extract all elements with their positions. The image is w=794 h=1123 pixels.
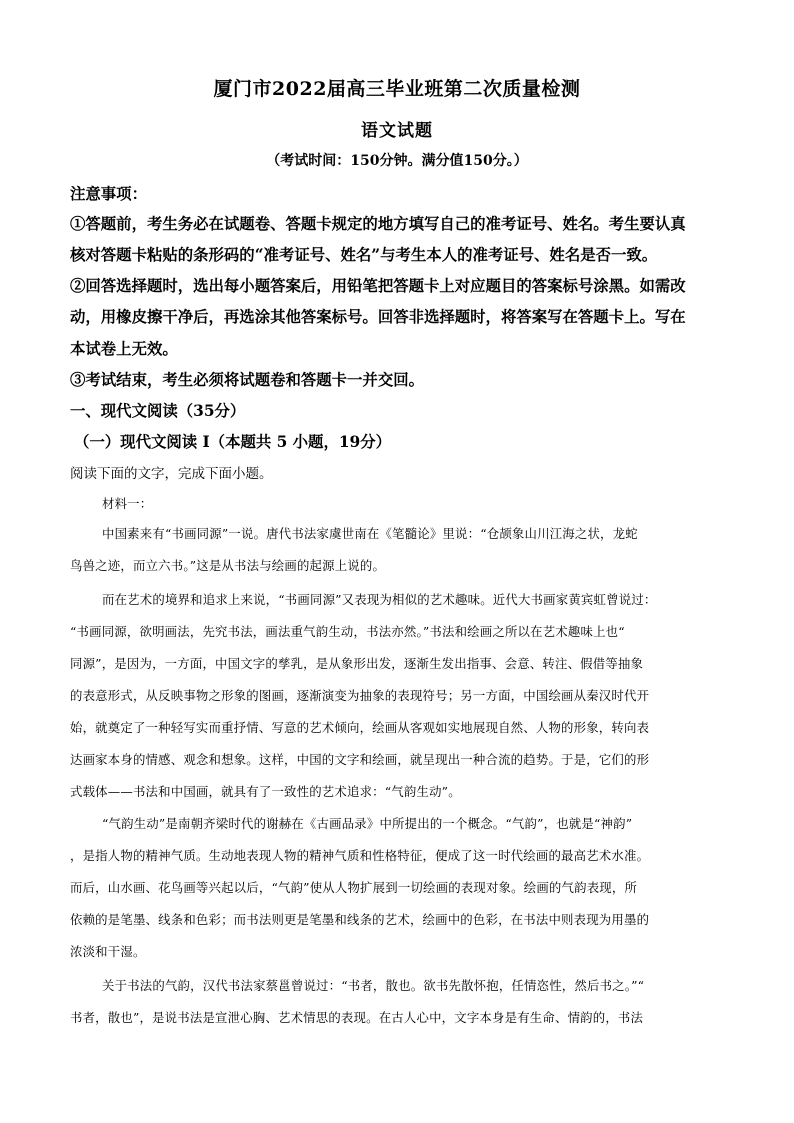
paragraph-line: 而在艺术的境界和追求上来说，“书画同源”又表现为相似的艺术趣味。近代大书画家黄宾虹曾说过： — [102, 592, 657, 607]
notice-line: ①答题前，考生务必在试题卷、答题卡规定的地方填写自己的准考证号、姓名。考生要认真 — [70, 215, 686, 233]
paragraph-line: 而后，山水画、花鸟画等兴起以后，“气韵”使从人物扩展到一切绘画的表现对象。绘画的气韵表现，所 — [70, 880, 638, 895]
paragraph-line: 始，就奠定了一种轻写实而重抒情、写意的艺术倾向，绘画从客观如实地展现自然、人物的形象，转向表 — [70, 720, 650, 735]
notice-line: 本试卷上无效。 — [70, 340, 178, 358]
paragraph-line: 关于书法的气韵，汉代书法家蔡邕曾说过：“书者，散也。欲书先散怀抱，任情恣性，然后书之。”“ — [102, 978, 645, 993]
notice-heading: 注意事项： — [70, 185, 147, 203]
section-subheading: （一）现代文阅读 I（本题共 5 小题，19分） — [74, 433, 392, 451]
paragraph-line: “气韵生动”是南朝齐梁时代的谢赫在《古画品录》中所提出的一个概念。“气韵”，也就是“神韵” — [102, 816, 633, 831]
paragraph-line: ，是指人物的精神气质。生动地表现人物的精神气质和性格特征，便成了这一时代绘画的最高艺术水准。 — [70, 848, 650, 863]
notice-line: ②回答选择题时，选出每小题答案后，用铅笔把答题卡上对应题目的答案标号涂黑。如需改 — [70, 277, 686, 295]
paragraph-line: 鸟兽之迹，而立六书。”这是从书法与绘画的起源上说的。 — [70, 558, 386, 573]
section-instruction: 阅读下面的文字，完成下面小题。 — [70, 466, 273, 482]
paragraph-line: 的表意形式，从反映事物之形象的图画，逐渐演变为抽象的表现符号；另一方面，中国绘画从秦汉时代开 — [70, 688, 650, 703]
paragraph-line: 达画家本身的情感、观念和想象。这样，中国的文字和绘画，就呈现出一种合流的趋势。于是，它们的形 — [70, 752, 650, 767]
notice-line: ③考试结束，考生必须将试题卷和答题卡一并交回。 — [70, 371, 424, 389]
paragraph-line: 依赖的是笔墨、线条和色彩；而书法则更是笔墨和线条的艺术，绘画中的色彩，在书法中则表现为用墨的 — [70, 912, 650, 927]
exam-info: （考试时间：150分钟。满分值150分。） — [266, 153, 528, 169]
exam-subject: 语文试题 — [361, 121, 433, 141]
paragraph-line: 中国素来有“书画同源”一说。唐代书法家虞世南在《笔髓论》里说：“仓颉象山川江海之状，龙蛇 — [102, 526, 638, 541]
paragraph-line: “书画同源，欲明画法，先究书法，画法重气韵生动，书法亦然。”书法和绘画之所以在艺术趣味上也“ — [70, 624, 625, 639]
paragraph-line: 同源”，是因为，一方面，中国文字的孳乳，是从象形出发，逐渐生发出指事、会意、转注、假借等抽象 — [70, 656, 644, 671]
exam-title: 厦门市2022届高三毕业班第二次质量检测 — [213, 78, 581, 100]
section-heading: 一、现代文阅读（35分） — [70, 402, 246, 420]
material-label: 材料一： — [102, 496, 153, 511]
paragraph-line: 浓淡和干湿。 — [70, 944, 146, 959]
notice-line: 动，用橡皮擦干净后，再选涂其他答案标号。回答非选择题时，将答案写在答题卡上。写在 — [70, 308, 686, 326]
paragraph-line: 书者，散也”，是说书法是宣泄心胸、艺术情思的表现。在古人心中，文字本身是有生命、情韵的，书法 — [70, 1010, 644, 1025]
paragraph-line: 式载体——书法和中国画，就具有了一致性的艺术追求：“气韵生动”。 — [70, 784, 461, 799]
notice-line: 核对答题卡粘贴的条形码的“准考证号、姓名”与考生本人的准考证号、姓名是否一致。 — [70, 246, 658, 264]
